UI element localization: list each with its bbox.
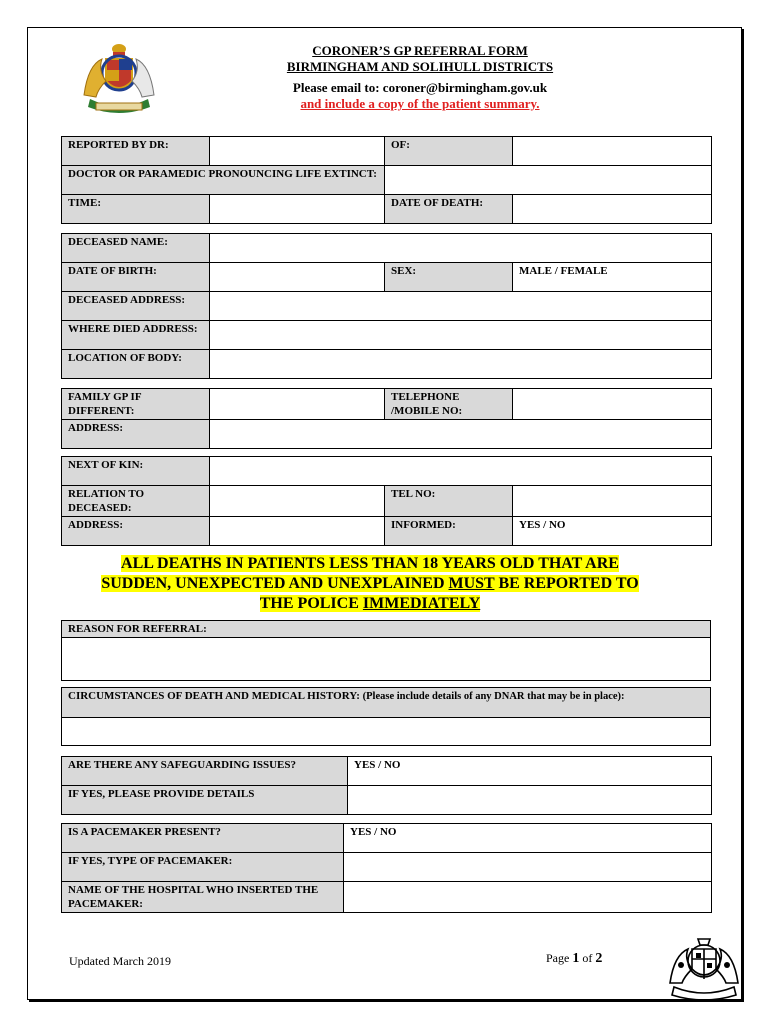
of-word: of — [582, 951, 593, 965]
kin-tel-label: TEL NO: — [385, 486, 513, 517]
date-of-death-label: DATE OF DEATH: — [385, 195, 513, 224]
circumstances-title: CIRCUMSTANCES OF DEATH AND MEDICAL HISTORY: — [68, 690, 360, 702]
kin-table — [61, 456, 712, 546]
safeguarding-field[interactable]: YES / NO — [348, 757, 712, 786]
form-title: CORONER’S GP REFERRAL FORM — [312, 43, 528, 58]
royal-crest-logo — [76, 43, 162, 115]
warning-immediately: IMMEDIATELY — [362, 595, 481, 612]
pacemaker-label: IS A PACEMAKER PRESENT? — [62, 824, 344, 853]
date-of-death-field[interactable] — [513, 195, 712, 224]
pronouncing-field[interactable] — [385, 166, 712, 195]
email-instruction: Please email to: coroner@birmingham.gov.uk — [292, 80, 548, 95]
sex-label: SEX: — [385, 263, 513, 292]
deceased-table — [61, 233, 712, 379]
safeguarding-details-field[interactable] — [348, 786, 712, 815]
warning-must: MUST — [448, 575, 495, 592]
police-warning — [50, 554, 690, 614]
dob-field[interactable] — [210, 263, 385, 292]
pacemaker-type-field[interactable] — [344, 853, 712, 882]
relation-label: RELATION TO DECEASED: — [62, 486, 210, 517]
time-field[interactable] — [210, 195, 385, 224]
warning-line-2b: BE REPORTED TO — [494, 575, 639, 592]
pronouncing-label: DOCTOR OR PARAMEDIC PRONOUNCING LIFE EXTINCT: — [62, 166, 385, 195]
informed-field[interactable]: YES / NO — [513, 517, 712, 546]
form-subtitle: BIRMINGHAM AND SOLIHULL DISTRICTS — [286, 59, 554, 74]
page-current: 1 — [572, 951, 580, 966]
gp-table — [61, 388, 712, 449]
family-gp-label: FAMILY GP IF DIFFERENT: — [62, 389, 210, 420]
deceased-name-field[interactable] — [210, 234, 712, 263]
circumstances-field[interactable] — [62, 718, 711, 746]
deceased-name-label: DECEASED NAME: — [62, 234, 210, 263]
time-label: TIME: — [62, 195, 210, 224]
circumstances-label — [62, 688, 711, 718]
sex-field[interactable]: MALE / FEMALE — [513, 263, 712, 292]
reason-field[interactable] — [62, 638, 711, 681]
form-header — [160, 43, 680, 112]
page-total: 2 — [595, 951, 603, 966]
page-word: Page — [546, 951, 570, 965]
where-died-field[interactable] — [210, 321, 712, 350]
where-died-label: WHERE DIED ADDRESS: — [62, 321, 210, 350]
referral-table — [61, 620, 711, 681]
location-field[interactable] — [210, 350, 712, 379]
reported-by-field[interactable] — [210, 137, 385, 166]
pacemaker-hospital-field[interactable] — [344, 882, 712, 913]
circumstances-table — [61, 687, 711, 746]
warning-line-1: ALL DEATHS IN PATIENTS LESS THAN 18 YEARS OLD THAT ARE — [121, 555, 619, 572]
pacemaker-hospital-label: NAME OF THE HOSPITAL WHO INSERTED THE PACEMAKER: — [62, 882, 344, 913]
pacemaker-table — [61, 823, 712, 913]
safeguarding-table — [61, 756, 712, 815]
safeguarding-label: ARE THERE ANY SAFEGUARDING ISSUES? — [62, 757, 348, 786]
reported-by-label: REPORTED BY DR: — [62, 137, 210, 166]
of-label: OF: — [385, 137, 513, 166]
telephone-label: TELEPHONE /MOBILE NO: — [385, 389, 513, 420]
relation-field[interactable] — [210, 486, 385, 517]
updated-date: Updated March 2019 — [69, 954, 171, 968]
reason-label: REASON FOR REFERRAL: — [62, 621, 711, 638]
deceased-address-field[interactable] — [210, 292, 712, 321]
summary-instruction: and include a copy of the patient summary. — [300, 96, 540, 111]
warning-line-3a: THE POLICE — [259, 595, 363, 612]
circumstances-note: (Please include details of any DNAR that may be in place): — [362, 691, 625, 702]
gp-address-field[interactable] — [210, 420, 712, 449]
location-label: LOCATION OF BODY: — [62, 350, 210, 379]
deceased-address-label: DECEASED ADDRESS: — [62, 292, 210, 321]
informed-label: INFORMED: — [385, 517, 513, 546]
of-field[interactable] — [513, 137, 712, 166]
kin-address-field[interactable] — [210, 517, 385, 546]
warning-line-2a: SUDDEN, UNEXPECTED AND UNEXPLAINED — [101, 575, 449, 592]
page-number — [546, 951, 602, 967]
pacemaker-type-label: IF YES, TYPE OF PACEMAKER: — [62, 853, 344, 882]
next-of-kin-label: NEXT OF KIN: — [62, 457, 210, 486]
telephone-field[interactable] — [513, 389, 712, 420]
kin-address-label: ADDRESS: — [62, 517, 210, 546]
gp-address-label: ADDRESS: — [62, 420, 210, 449]
crest-stamp-icon — [666, 935, 742, 1001]
next-of-kin-field[interactable] — [210, 457, 712, 486]
safeguarding-details-label: IF YES, PLEASE PROVIDE DETAILS — [62, 786, 348, 815]
pacemaker-field[interactable]: YES / NO — [344, 824, 712, 853]
kin-tel-field[interactable] — [513, 486, 712, 517]
reporter-table — [61, 136, 712, 224]
family-gp-field[interactable] — [210, 389, 385, 420]
dob-label: DATE OF BIRTH: — [62, 263, 210, 292]
